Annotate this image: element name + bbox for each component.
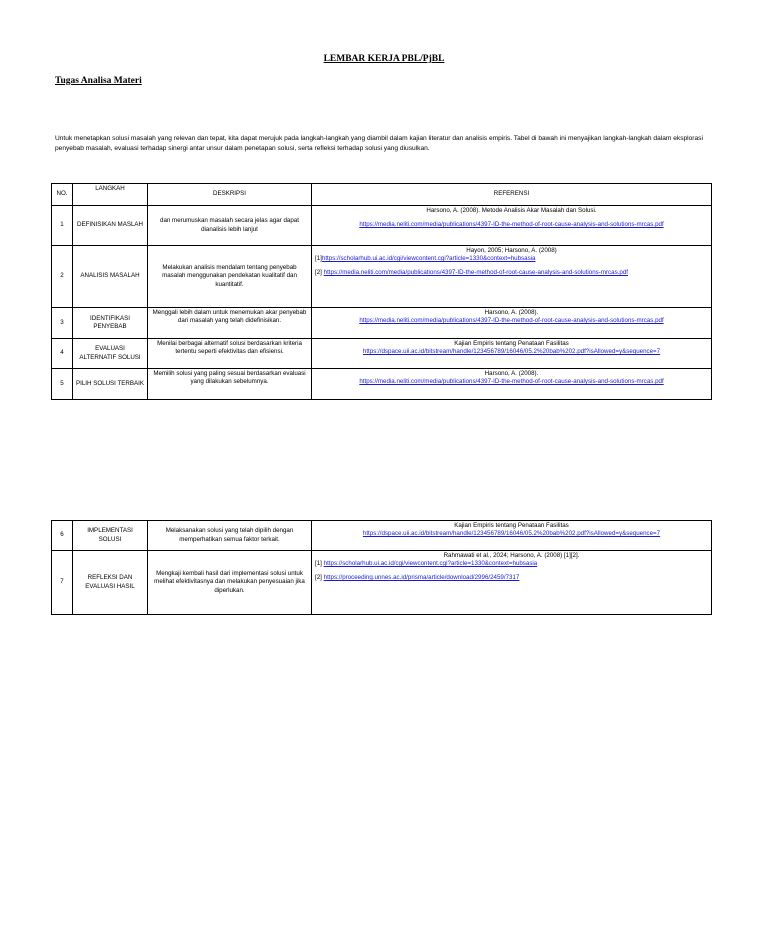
row-step: REFLEKSI DAN EVALUASI HASIL bbox=[73, 551, 148, 615]
row-no: 3 bbox=[52, 308, 73, 339]
intro-paragraph: Untuk menetapkan solusi masalah yang relevan dan tepat, kita dapat merujuk pada langkah-langkah yang diambil dalam kajian literatur dan analisis empiris. Tabel di bawah ini menyajikan langkah-langkah dalam eksplorasi penyebab masalah, evaluasi terhadap sinergi antar unsur dalam penetapan solusi, serta refleksi terhadap solusi yang diusulkan. bbox=[55, 135, 703, 152]
header-referensi: REFERENSI bbox=[312, 184, 712, 206]
row-description: Menilai berbagai alternatif solusi berdasarkan kriteria tertentu seperti efektivitas dan efisiensi. bbox=[148, 339, 312, 369]
reference-link-2[interactable]: https://proceeding.unnes.ac.id/prisma/article/download/2996/2459/7317 bbox=[323, 574, 520, 582]
reference-title: Harsono, A. (2008). Metode Analisis Akar Masalah dan Solusi. bbox=[426, 207, 597, 214]
row-no: 6 bbox=[52, 521, 73, 551]
reference-link-1[interactable]: https://scholarhub.ui.ac.id/cgi/viewcontent.cgi?article=1330&context=hubsasia bbox=[323, 560, 538, 568]
reference-link-1[interactable]: https://scholarhub.ui.ac.id/cgi/viewcontent.cgi?article=1330&context=hubsasia bbox=[321, 255, 536, 263]
table-row bbox=[52, 521, 712, 551]
row-description: Melaksanakan solusi yang telah dipilih dengan memperhatikan semua faktor terkait. bbox=[148, 521, 312, 551]
row-step: PILIH SOLUSI TERBAIK bbox=[73, 369, 148, 400]
reference-link[interactable]: https://dspace.uii.ac.id/bitstream/handle/123456789/16046/05.2%20bab%202.pdf?isAllowed=y&sequence=7 bbox=[362, 530, 661, 538]
table-row bbox=[52, 308, 712, 339]
reference-title: Kajian Empiris tentang Penataan Fasilitas bbox=[454, 340, 569, 347]
reference-title: Hayon, 2005; Harsono, A. (2008) bbox=[466, 247, 557, 254]
reference-prefix: [2] bbox=[315, 269, 322, 277]
reference-link[interactable]: https://media.neliti.com/media/publications/4397-ID-the-method-of-root-cause-analysis-and-solutions-mrcas.pdf bbox=[359, 221, 664, 229]
header-no: NO. bbox=[52, 184, 73, 206]
reference-link[interactable]: https://dspace.uii.ac.id/bitstream/handle/123456789/16046/05.2%20bab%202.pdf?isAllowed=y&sequence=7 bbox=[362, 348, 661, 356]
row-step: IDENTIFIKASI PENYEBAB bbox=[73, 308, 148, 339]
row-description: Memilih solusi yang paling sesuai berdasarkan evaluasi yang dilakukan sebelumnya. bbox=[148, 369, 312, 400]
reference-link[interactable]: https://media.neliti.com/media/publications/4397-ID-the-method-of-root-cause-analysis-and-solutions-mrcas.pdf bbox=[359, 378, 664, 386]
reference-title: Harsono, A. (2008). bbox=[484, 370, 539, 377]
reference-prefix: [1] bbox=[315, 560, 322, 568]
reference-prefix: [2] bbox=[315, 574, 322, 582]
row-description: Mengkaji kembali hasil dari implementasi solusi untuk melihat efektivitasnya dan melakukan penyesuaian jika diperlukan. bbox=[148, 551, 312, 615]
row-step: IMPLEMENTASI SOLUSI bbox=[73, 521, 148, 551]
row-description: Melakukan analisis mendalam tentang penyebab masalah menggunakan pendekatan kualitatif dan kuantitatif. bbox=[148, 246, 312, 308]
row-reference bbox=[312, 551, 712, 615]
row-reference bbox=[312, 308, 712, 339]
reference-title: Rahmawati et al., 2024; Harsono, A. (2008) [1][2]. bbox=[443, 552, 580, 559]
steps-table-part-2 bbox=[51, 520, 712, 615]
row-no: 2 bbox=[52, 246, 73, 308]
row-step: EVALUASI ALTERNATIF SOLUSI bbox=[73, 339, 148, 369]
document-title: LEMBAR KERJA PBL/PjBL bbox=[323, 54, 445, 64]
row-reference bbox=[312, 246, 712, 308]
reference-link[interactable]: https://media.neliti.com/media/publications/4397-ID-the-method-of-root-cause-analysis-and-solutions-mrcas.pdf bbox=[359, 317, 664, 325]
table-row bbox=[52, 206, 712, 246]
row-reference bbox=[312, 339, 712, 369]
reference-title: Kajian Empiris tentang Penataan Fasilitas bbox=[454, 522, 569, 529]
reference-link-2[interactable]: https://media.neliti.com/media/publications/4397-ID-the-method-of-root-cause-analysis-and-solutions-mrcas.pdf bbox=[323, 269, 628, 277]
row-no: 4 bbox=[52, 339, 73, 369]
row-description: dan merumuskan masalah secara jelas agar dapat dianalisis lebih lanjut bbox=[148, 206, 312, 246]
row-description: Menggali lebih dalam untuk menemukan akar penyebab dari masalah yang telah didefinisikan. bbox=[148, 308, 312, 339]
row-reference bbox=[312, 369, 712, 400]
row-step: ANALISIS MASALAH bbox=[73, 246, 148, 308]
section-subtitle: Tugas Analisa Materi bbox=[55, 76, 142, 86]
row-no: 7 bbox=[52, 551, 73, 615]
row-no: 1 bbox=[52, 206, 73, 246]
row-reference bbox=[312, 206, 712, 246]
reference-prefix: [1] bbox=[315, 255, 322, 263]
table-row bbox=[52, 551, 712, 615]
table-row bbox=[52, 339, 712, 369]
row-reference bbox=[312, 521, 712, 551]
table-row bbox=[52, 246, 712, 308]
row-no: 5 bbox=[52, 369, 73, 400]
table-header-row bbox=[52, 184, 712, 206]
steps-table-part-1 bbox=[51, 183, 712, 400]
table-row bbox=[52, 369, 712, 400]
reference-title: Harsono, A. (2008). bbox=[484, 309, 539, 316]
header-deskripsi: DESKRIPSI bbox=[148, 184, 312, 206]
header-langkah: LANGKAH bbox=[73, 184, 148, 206]
row-step: DEFINISIKAN MASLAH bbox=[73, 206, 148, 246]
